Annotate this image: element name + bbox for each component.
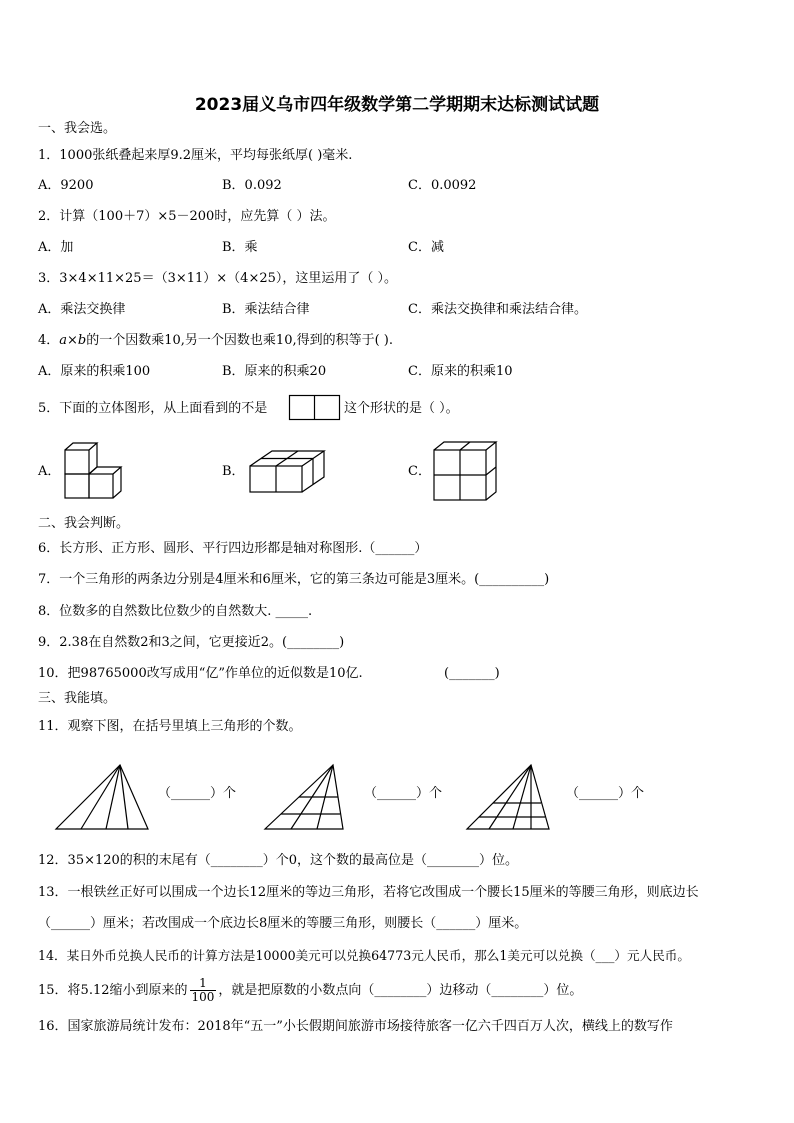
cube-figure-c	[430, 438, 500, 504]
question-5-prefix: 5．下面的立体图形，从上面看到的不是	[38, 401, 268, 416]
q11-blank-1: （______）个	[158, 786, 237, 801]
q1-option-c: C．0.0092	[408, 178, 477, 193]
one-hundredth-fraction	[190, 977, 217, 1004]
triangle-figure-1	[54, 763, 150, 833]
section-3-heading: 三、我能填。	[38, 691, 117, 706]
question-16: 16．国家旅游局统计发布：2018年“五一”小长假期间旅游市场接待旅客一亿六千四百万人次，横线上的数写作	[38, 1019, 673, 1034]
question-13-line-2: （______）厘米；若改围成一个底边长8厘米的等腰三角形，则腰长（______）厘米。	[38, 916, 528, 931]
q4-text: 的一个因数乘10,另一个因数也乘10,得到的积等于( ).	[86, 333, 394, 348]
q4-option-b: B．原来的积乘20	[222, 364, 327, 379]
triangle-figure-2	[263, 763, 345, 833]
question-1: 1．1000张纸叠起来厚9.2厘米，平均每张纸厚( )毫米.	[38, 148, 353, 163]
question-10: 10．把98765000改写成用“亿”作单位的近似数是10亿.	[38, 666, 363, 681]
question-8: 8．位数多的自然数比位数少的自然数大. _____.	[38, 604, 313, 619]
q3-option-b: B．乘法结合律	[222, 302, 310, 317]
q5-option-a-label: A．	[38, 464, 61, 479]
question-15	[38, 976, 582, 1006]
q15-prefix: 15．将5.12缩小到原来的	[38, 983, 188, 998]
q5-option-b-label: B．	[222, 464, 245, 479]
question-14: 14．某日外币兑换人民币的计算方法是10000美元可以兑换64773元人民币，那么1美元可以兑换（___）元人民币。	[38, 948, 690, 963]
q10-answer-blank: (_______)	[444, 666, 500, 681]
q11-blank-3: （______）个	[566, 786, 645, 801]
question-3: 3．3×4×11×25＝（3×11）×（4×25），这里运用了（ ）。	[38, 271, 398, 286]
q2-option-c: C．减	[408, 240, 444, 255]
question-5-suffix: 这个形状的是（ ）。	[344, 401, 459, 416]
cube-figure-b	[247, 448, 331, 496]
q4-number: 4．	[38, 333, 60, 348]
q2-option-a: A．加	[38, 240, 74, 255]
q5-option-c-label: C．	[408, 464, 431, 479]
q2-option-b: B．乘	[222, 240, 258, 255]
section-2-heading: 二、我会判断。	[38, 516, 130, 531]
two-squares-shape	[289, 395, 341, 421]
q15-suffix: ，就是把原数的小数点向（________）边移动（________）位。	[218, 983, 583, 998]
q1-option-a: A．9200	[38, 178, 94, 193]
section-1-heading: 一、我会选。	[38, 121, 117, 136]
question-7: 7．一个三角形的两条边分别是4厘米和6厘米，它的第三条边可能是3厘米。(__________)	[38, 572, 550, 587]
fraction-denominator: 100	[191, 990, 215, 1004]
q4-option-c: C．原来的积乘10	[408, 364, 513, 379]
question-4	[38, 333, 393, 349]
cube-figure-a	[60, 440, 130, 502]
q1-option-b: B．0.092	[222, 178, 282, 193]
question-2: 2．计算（100＋7）×5－200时，应先算（ ）法。	[38, 209, 336, 224]
question-13-line-1: 13．一根铁丝正好可以围成一个边长12厘米的等边三角形，若将它改围成一个腰长15厘米的等腰三角形，则底边长	[38, 885, 699, 900]
q11-blank-2: （______）个	[364, 786, 443, 801]
q4-option-a: A．原来的积乘100	[38, 364, 151, 379]
q3-option-a: A．乘法交换律	[38, 302, 126, 317]
q4-variable: a×b	[59, 333, 87, 348]
question-6: 6．长方形、正方形、圆形、平行四边形都是轴对称图形.（______）	[38, 541, 428, 556]
triangle-figure-3	[465, 763, 551, 833]
question-9: 9．2.38在自然数2和3之间，它更接近2。(________)	[38, 635, 345, 650]
page-title: 2023届义乌市四年级数学第二学期期末达标测试试题	[194, 95, 600, 115]
question-12: 12．35×120的积的末尾有（________）个0，这个数的最高位是（________）位。	[38, 853, 519, 868]
fraction-numerator: 1	[190, 977, 217, 991]
q3-option-c: C．乘法交换律和乘法结合律。	[408, 302, 587, 317]
question-11: 11．观察下图，在括号里填上三角形的个数。	[38, 719, 302, 734]
